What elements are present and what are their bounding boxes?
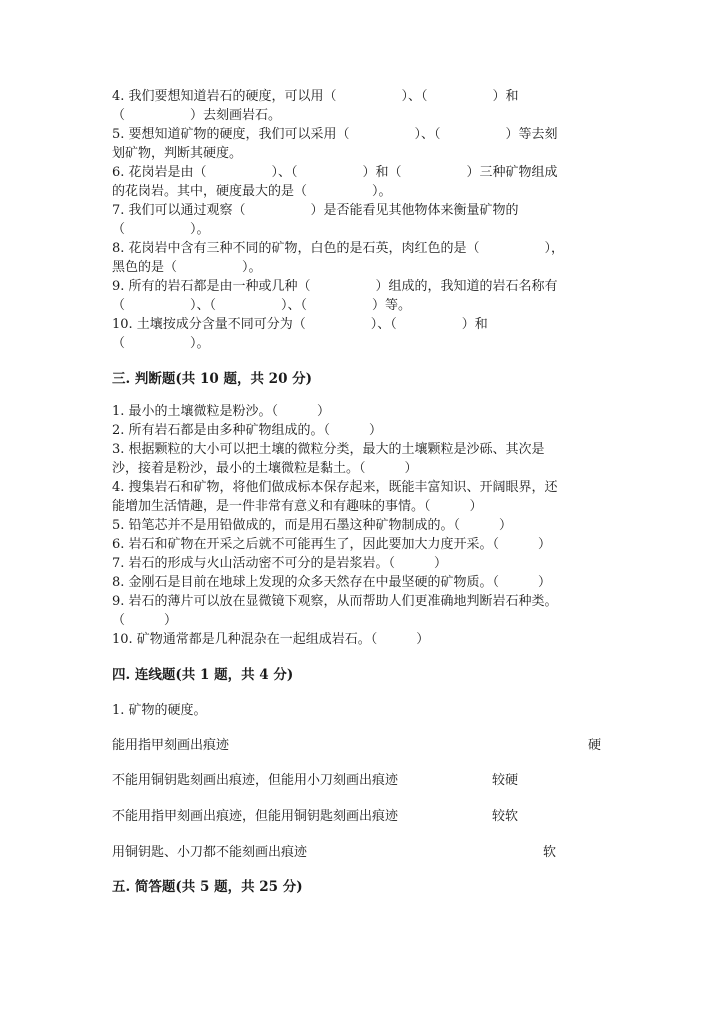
matching-left-item-3: 不能用指甲刻画出痕迹，但能用铜钥匙刻画出痕迹 — [112, 809, 399, 824]
blank-q7-line1: 7. 我们可以通过观察（ ）是否能看见其他物体来衡量矿物的 — [112, 203, 519, 218]
section-5-title: 五. 简答题(共 5 题，共 25 分) — [112, 879, 303, 895]
tf-q9-line2: （ ） — [112, 613, 178, 628]
tf-q3-line2: 沙，接着是粉沙，最小的土壤微粒是黏土。（ ） — [112, 461, 418, 476]
matching-left-item-2: 不能用铜钥匙刻画出痕迹，但能用小刀刻画出痕迹 — [112, 773, 399, 788]
tf-q10: 10. 矿物通常都是几种混杂在一起组成岩石。（ ） — [112, 632, 430, 647]
tf-q1: 1. 最小的土壤微粒是粉沙。（ ） — [112, 404, 331, 419]
blank-q9-line1: 9. 所有的岩石都是由一种或几种（ ）组成的，我知道的岩石名称有 — [112, 279, 558, 294]
section-4-title: 四. 连线题(共 1 题，共 4 分) — [112, 667, 294, 683]
matching-question: 1. 矿物的硬度。 — [112, 703, 207, 718]
matching-left-item-1: 能用指甲刻画出痕迹 — [112, 738, 230, 753]
tf-q4-line2: 能增加生活情趣，是一件非常有意义和有趣味的事情。（ ） — [112, 499, 483, 514]
blank-q8-line2: 黑色的是（ ）。 — [112, 260, 262, 275]
blank-q4-line1: 4. 我们要想知道岩石的硬度，可以用（ ）、（ ）和 — [112, 89, 519, 104]
blank-q6-line2: 的花岗岩。其中，硬度最大的是（ ）。 — [112, 184, 392, 199]
blank-q8-line1: 8. 花岗岩中含有三种不同的矿物，白色的是石英，肉红色的是（ ）， — [112, 241, 565, 256]
matching-right-item-3: 较软 — [492, 809, 519, 824]
section-3-title: 三. 判断题(共 10 题，共 20 分) — [112, 371, 313, 387]
matching-left-item-4: 用铜钥匙、小刀都不能刻画出痕迹 — [112, 845, 308, 860]
blank-q6-line1: 6. 花岗岩是由（ ）、（ ）和（ ）三种矿物组成 — [112, 165, 558, 180]
blank-q7-line2: （ ）。 — [112, 222, 210, 237]
tf-q2: 2. 所有岩石都是由多种矿物组成的。（ ） — [112, 423, 383, 438]
tf-q8: 8. 金刚石是目前在地球上发现的众多天然存在中最坚硬的矿物质。（ ） — [112, 575, 552, 590]
tf-q9-line1: 9. 岩石的薄片可以放在显微镜下观察，从而帮助人们更准确地判断岩石种类。 — [112, 594, 558, 609]
tf-q5: 5. 铅笔芯并不是用铅做成的，而是用石墨这种矿物制成的。（ ） — [112, 518, 513, 533]
tf-q6: 6. 岩石和矿物在开采之后就不可能再生了，因此要加大力度开采。（ ） — [112, 537, 552, 552]
blank-q10-line1: 10. 土壤按成分含量不同可分为（ ）、（ ）和 — [112, 317, 488, 332]
tf-q7: 7. 岩石的形成与火山活动密不可分的是岩浆岩。（ ） — [112, 556, 448, 571]
tf-q4-line1: 4. 搜集岩石和矿物，将他们做成标本保存起来，既能丰富知识、开阔眼界，还 — [112, 480, 558, 495]
blank-q10-line2: （ ）。 — [112, 336, 210, 351]
blank-q5-line1: 5. 要想知道矿物的硬度，我们可以采用（ ）、（ ）等去刻 — [112, 127, 558, 142]
blank-q9-line2: （ ）、（ ）、（ ）等。 — [112, 298, 412, 313]
matching-right-item-1: 硬 — [588, 738, 602, 753]
matching-right-item-4: 软 — [543, 845, 557, 860]
tf-q3-line1: 3. 根据颗粒的大小可以把土壤的微粒分类，最大的土壤颗粒是沙砾、其次是 — [112, 442, 545, 457]
matching-right-item-2: 较硬 — [492, 773, 519, 788]
blank-q5-line2: 划矿物，判断其硬度。 — [112, 146, 243, 161]
blank-q4-line2: （ ）去刻画岩石。 — [112, 108, 282, 123]
